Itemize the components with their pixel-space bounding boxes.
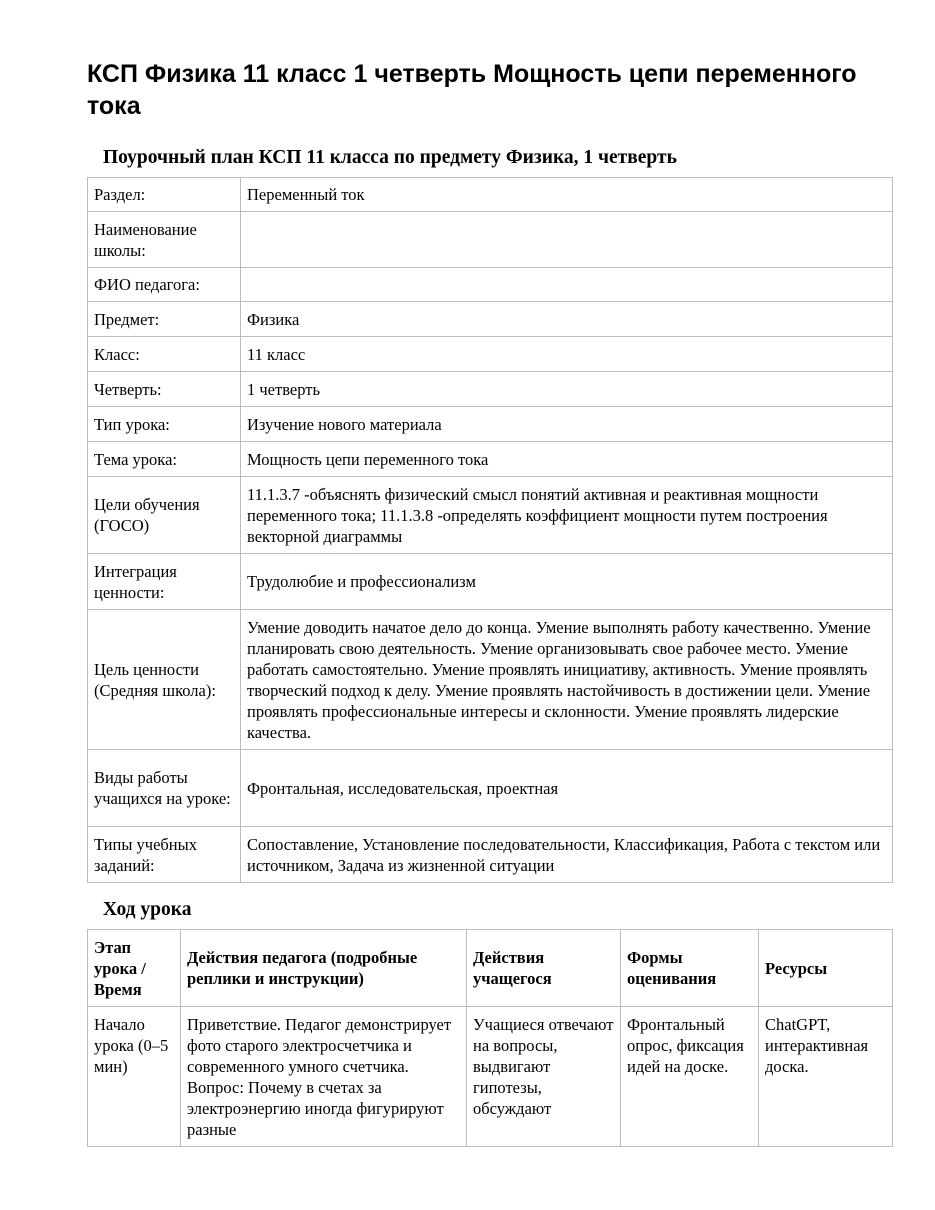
cell-assessment: Фронтальный опрос, фиксация идей на доске. xyxy=(621,1007,759,1147)
info-row-grade xyxy=(88,337,893,372)
cell-stage: Начало урока (0–5 мин) xyxy=(88,1007,181,1147)
info-value xyxy=(241,212,893,268)
info-label: Наименование школы: xyxy=(88,212,241,268)
info-row-learning-goals xyxy=(88,477,893,554)
info-row-values-integration xyxy=(88,554,893,610)
table-header-row xyxy=(88,930,893,1007)
cell-teacher-actions: Приветствие. Педагог демонстрирует фото старого электросчетчика и современного умного счетчика. Вопрос: Почему в счетах за электроэнергию иногда фигурируют разные xyxy=(181,1007,467,1147)
info-row-teacher xyxy=(88,268,893,302)
info-row-values-goal xyxy=(88,610,893,750)
info-value: Физика xyxy=(241,302,893,337)
info-label: Тип урока: xyxy=(88,407,241,442)
info-row-task-types xyxy=(88,827,893,883)
info-label: Типы учебных заданий: xyxy=(88,827,241,883)
info-label: Предмет: xyxy=(88,302,241,337)
cell-student-actions: Учащиеся отвечают на вопросы, выдвигают гипотезы, обсуждают xyxy=(467,1007,621,1147)
document-page xyxy=(87,58,893,1147)
info-value: Умение доводить начатое дело до конца. Умение выполнять работу качественно. Умение планировать свою деятельность. Умение организовывать свое рабочее место. Умение работать самостоятельно. Умение проявлять инициативу, активность. Умение проявлять творческий подход к делу. Умение проявлять настойчивость в достижении цели. Умение проявлять профессиональные интересы и склонности. Умение проявлять лидерские качества. xyxy=(241,610,893,750)
info-value: 11.1.3.7 -объяснять физический смысл понятий активная и реактивная мощности переменного тока; 11.1.3.8 -определять коэффициент мощности путем построения векторной диаграммы xyxy=(241,477,893,554)
cell-resources: ChatGPT, интерактивная доска. xyxy=(759,1007,893,1147)
info-value: Изучение нового материала xyxy=(241,407,893,442)
column-header-teacher-actions: Действия педагога (подробные реплики и инструкции) xyxy=(181,930,467,1007)
info-label: Четверть: xyxy=(88,372,241,407)
info-label: Цель ценности (Средняя школа): xyxy=(88,610,241,750)
info-label: Цели обучения (ГОСО) xyxy=(88,477,241,554)
column-header-stage: Этап урока / Время xyxy=(88,930,181,1007)
info-value xyxy=(241,268,893,302)
info-label: ФИО педагога: xyxy=(88,268,241,302)
info-value: Фронтальная, исследовательская, проектная xyxy=(241,750,893,827)
info-label: Раздел: xyxy=(88,178,241,212)
info-label: Класс: xyxy=(88,337,241,372)
lesson-progress-table xyxy=(87,929,893,1147)
info-value: 1 четверть xyxy=(241,372,893,407)
info-row-topic xyxy=(88,442,893,477)
info-value: Переменный ток xyxy=(241,178,893,212)
info-value: Сопоставление, Установление последовательности, Классификация, Работа с текстом или источником, Задача из жизненной ситуации xyxy=(241,827,893,883)
info-label: Интеграция ценности: xyxy=(88,554,241,610)
info-label: Тема урока: xyxy=(88,442,241,477)
info-row-work-types xyxy=(88,750,893,827)
column-header-assessment: Формы оценивания xyxy=(621,930,759,1007)
info-row-quarter xyxy=(88,372,893,407)
plan-subtitle: Поурочный план КСП 11 класса по предмету Физика, 1 четверть xyxy=(103,147,677,168)
info-value: Мощность цепи переменного тока xyxy=(241,442,893,477)
info-row-school xyxy=(88,212,893,268)
column-header-resources: Ресурсы xyxy=(759,930,893,1007)
info-row-subject xyxy=(88,302,893,337)
info-label: Виды работы учащихся на уроке: xyxy=(88,750,241,827)
table-row xyxy=(88,1007,893,1147)
lesson-progress-heading: Ход урока xyxy=(103,899,192,920)
info-row-lesson-type xyxy=(88,407,893,442)
info-value: 11 класс xyxy=(241,337,893,372)
info-value: Трудолюбие и профессионализм xyxy=(241,554,893,610)
document-title: КСП Физика 11 класс 1 четверть Мощность цепи переменного тока xyxy=(87,60,857,120)
info-row-section xyxy=(88,178,893,212)
lesson-info-table xyxy=(87,177,893,883)
column-header-student-actions: Действия учащегося xyxy=(467,930,621,1007)
